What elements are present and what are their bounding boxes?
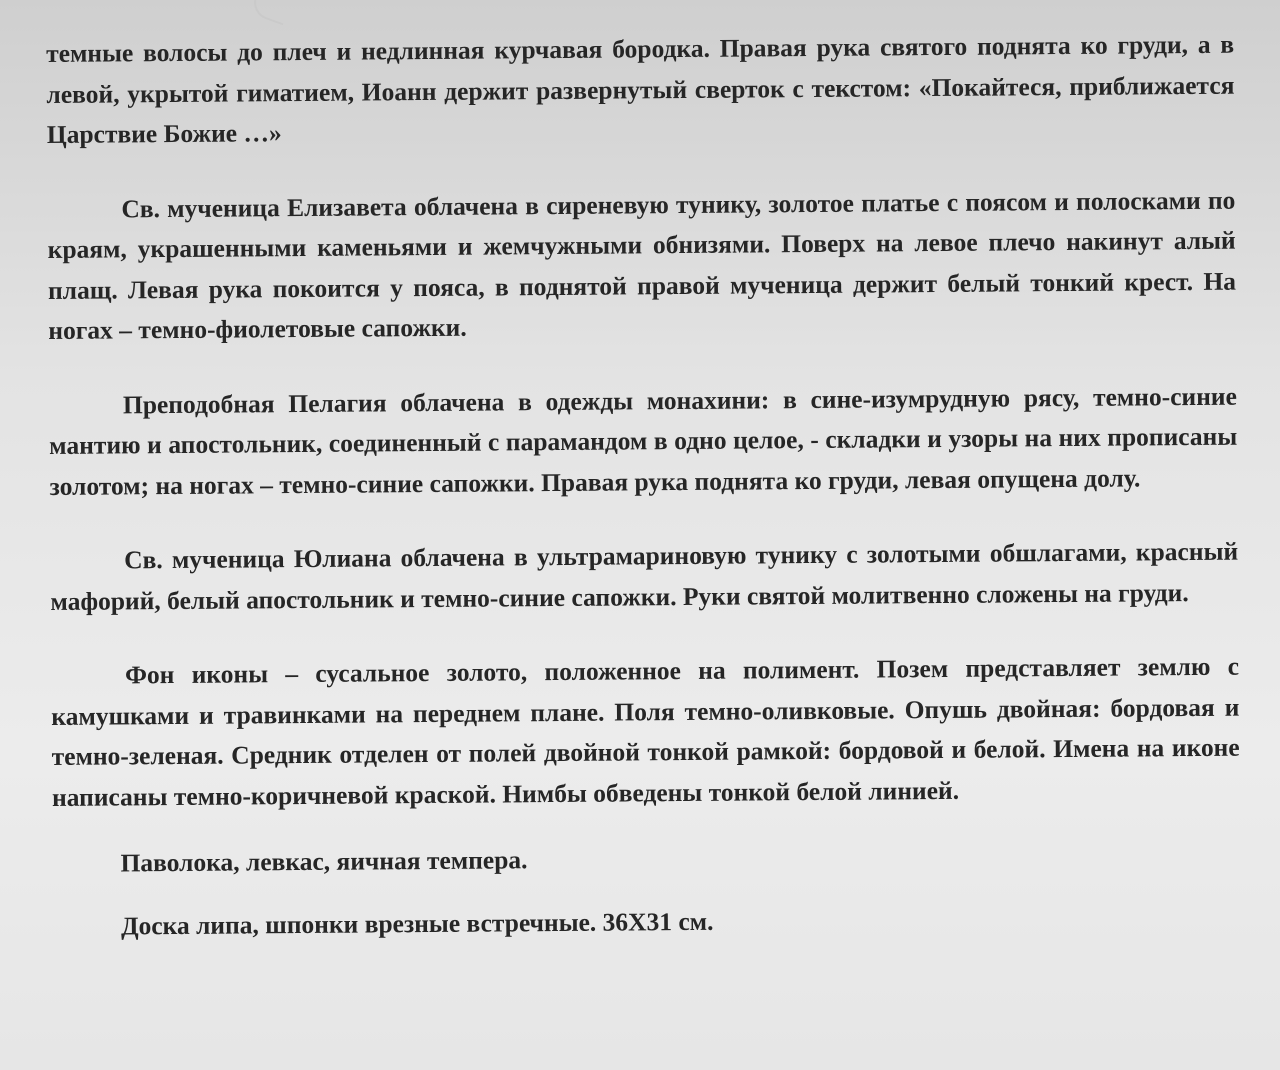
paragraph-pelagia: Преподобная Пелагия облачена в одежды монахини: в сине-изумрудную рясу, темно-синие мантию и апостольник, соединенный с парамандом в одно целое, - складки и узоры на них прописаны золотом; на ногах – темно-синие сапожки. Правая рука поднята ко груди, левая опущена долу. bbox=[49, 381, 1238, 501]
board-line: Доска липа, шпонки врезные встречные. 36Х31 см. bbox=[120, 906, 714, 940]
document-text bbox=[46, 25, 1241, 947]
pencil-mark bbox=[249, 0, 291, 25]
materials-line: Паволока, левкас, яичная темпера. bbox=[120, 845, 528, 878]
paragraph-elizabeth: Св. мученица Елизавета облачена в сиреневую тунику, золотое платье с поясом и полосками по краям, украшенными каменьями и жемчужными обнизями. Поверх на левое плечо накинут алый плащ. Левая рука покоится у пояса, в поднятой правой мученица держит белый тонкий крест. На ногах – темно-фиолетовые сапожки. bbox=[47, 185, 1237, 345]
paragraph-john: темные волосы до плеч и недлинная курчавая бородка. Правая рука святого поднята ко груди, а в левой, укрытой гиматием, Иоанн держит развернутый сверток с текстом: «Покайтеся, приближается Царствие Божие …» bbox=[46, 29, 1235, 149]
paragraph-juliana: Св. мученица Юлиана облачена в ультрамариновую тунику с золотыми обшлагами, красный мафорий, белый апостольник и темно-синие сапожки. Руки святой молитвенно сложены на груди. bbox=[50, 536, 1239, 616]
paragraph-background: Фон иконы – сусальное золото, положенное на полимент. Позем представляет землю с камушками и травинками на переднем плане. Поля темно-оливковые. Опушь двойная: бордовая и темно-зеленая. Средник отделен от полей двойной тонкой рамкой: бордовой и белой. Имена на иконе написаны темно-коричневой краской. Нимбы обведены тонкой белой линией. bbox=[51, 651, 1240, 812]
